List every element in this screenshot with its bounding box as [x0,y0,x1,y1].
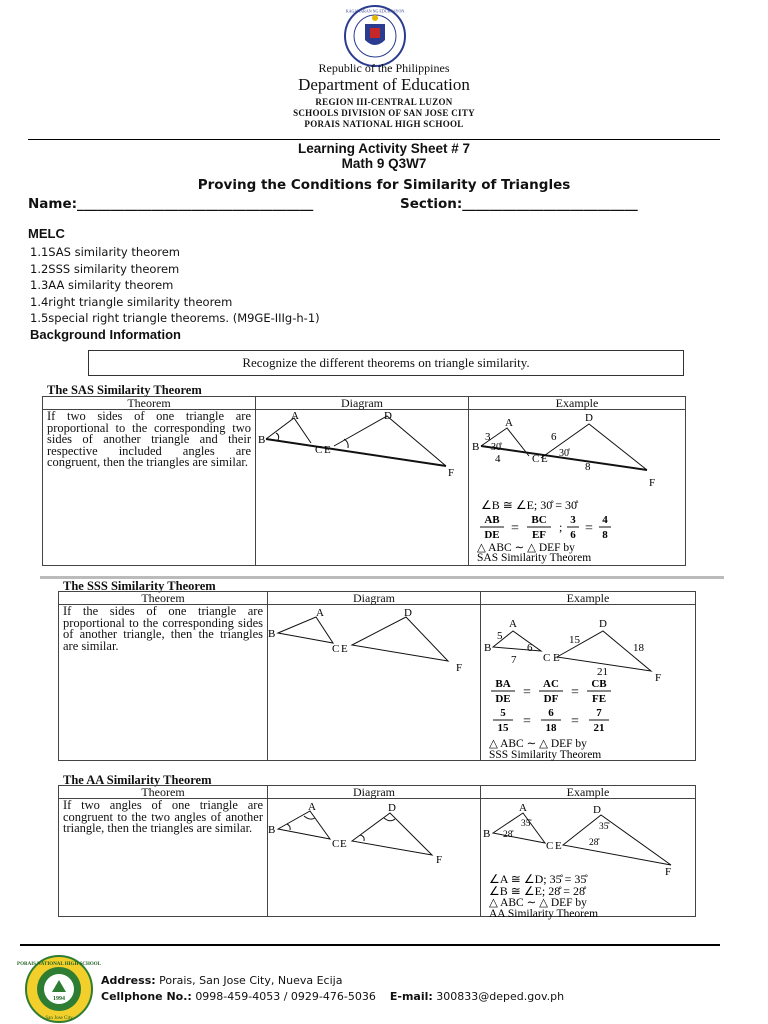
side-ac: 6 [527,642,533,654]
side-df: 18 [633,642,644,654]
frac-num: 4 [602,514,608,526]
equals-sign: = [523,714,531,729]
melc-item: 1.3AA similarity theorem [30,278,174,292]
side-ef: 8 [585,461,591,473]
frac-den: FE [591,693,607,705]
label-b: B [472,441,480,453]
address-label: Address: [101,974,156,987]
header-divider [28,139,720,140]
frac-num: 6 [548,707,554,719]
label-d: D [404,607,412,619]
label-e: E [541,453,548,465]
side-ab: 5 [497,630,503,642]
frac-num: 5 [500,707,506,719]
frac-num: BC [531,514,547,526]
equals-sign: = [511,521,519,536]
deped-seal [343,4,407,68]
aa-example-cell [481,799,696,920]
frac-num: AB [484,514,500,526]
label-a: A [316,607,324,619]
equals-sign: = [571,685,579,700]
label-c: C [543,652,551,664]
sss-example [481,605,695,761]
aa-diagram-cell [268,799,481,917]
label-a: A [308,801,316,813]
frac-num: 7 [596,707,602,719]
email-value[interactable]: 300833@deped.gov.ph [436,990,565,1003]
side-bc: 7 [511,654,517,666]
republic-line: Republic of the Philippines [318,61,450,75]
equals-sign: = [523,685,531,700]
label-b: B [483,828,491,840]
side-bc: 4 [495,453,501,465]
frac-den: 15 [497,722,509,734]
background-heading: Background Information [30,327,181,342]
label-c: C [532,453,540,465]
department-title: Department of Education [298,75,470,94]
label-d: D [593,804,601,816]
label-f: F [448,467,455,479]
label-b: B [484,642,492,654]
semicolon: ; [559,520,563,534]
sss-theorem-text: If the sides of one triangle are proportional to the corresponding sides of another triangle, then the triangles are similar. [59,605,268,761]
frac-den: DE [484,529,500,541]
sheet-title: Learning Activity Sheet # 7 [297,141,471,156]
sas-conclusion-2: SAS Similarity Theorem [477,552,592,564]
melc-item: 1.2SSS similarity theorem [30,262,180,276]
aa-table [58,785,696,920]
sas-table [42,396,686,566]
logo-year: 1994 [53,996,65,1002]
label-a: A [509,618,517,630]
angle-d: 35̊ [599,822,609,832]
melc-heading: MELC [28,226,65,241]
sss-diagram [268,605,480,755]
label-d: D [388,802,396,814]
name-field[interactable]: Name:___________________________________ [28,196,314,212]
angle-statement: ∠B ≅ ∠E; 30̊ = 30̊ [481,498,578,512]
label-d: D [384,410,392,422]
label-e: E [555,840,562,852]
label-c: C [332,643,340,655]
frac-den: 6 [570,529,576,541]
frac-den: 8 [602,529,608,541]
frac-den: 18 [545,722,557,734]
frac-num: BA [495,678,511,690]
sss-conclusion-2: SSS Similarity Theorem [489,749,602,761]
angle-a: 35̊ [521,819,531,829]
sas-example-cell [469,410,686,566]
label-c: C [332,838,340,850]
frac-num: 3 [570,514,576,526]
label-b: B [258,434,266,446]
label-c: C [315,444,323,456]
label-d: D [585,412,593,424]
col-theorem: Theorem [59,786,268,799]
frac-den: EF [531,529,547,541]
sss-diagram-cell [268,605,481,761]
col-diagram: Diagram [256,397,469,410]
angle-e: 30̊ [559,448,569,459]
col-theorem: Theorem [43,397,256,410]
sss-title: The SSS Similarity Theorem [63,579,216,593]
email-label: E-mail: [389,990,433,1003]
equals-sign: = [585,521,593,536]
frac-den: 21 [593,722,605,734]
sas-conclusion-1: △ ABC ∼ △ DEF by [477,542,575,554]
aa-example [481,799,695,920]
label-c: C [546,840,554,852]
angle-e: 28̊ [589,838,599,848]
sss-example-cell [481,605,696,761]
topic-title: Proving the Conditions for Similarity of Triangles [197,177,571,193]
label-f: F [649,477,656,489]
side-ab: 3 [485,431,491,443]
sss-conclusion-1: △ ABC ∼ △ DEF by [489,738,587,750]
sas-title: The SAS Similarity Theorem [47,383,202,397]
footer-divider [20,944,720,946]
equals-sign: = [571,714,579,729]
sas-diagram-cell [256,410,469,566]
school-logo [17,954,101,1024]
frac-num: AC [543,678,559,690]
melc-item: 1.4right triangle similarity theorem [30,295,233,309]
label-e: E [341,643,348,655]
label-a: A [505,417,513,429]
side-de: 6 [551,431,557,443]
angle-b: 28̊ [503,830,513,840]
frac-den: DF [543,693,559,705]
footer-address [101,974,342,987]
label-e: E [340,838,347,850]
label-f: F [436,854,443,866]
frac-num: CB [591,678,607,690]
label-a: A [291,410,299,422]
side-de: 15 [569,634,580,646]
footer-contact [101,990,564,1003]
col-theorem: Theorem [59,592,268,605]
logo-city: San Jose City [45,1016,73,1021]
melc-item: 1.5special right triangle theorems. (M9GE-IIIg-h-1) [30,311,320,325]
division-line: SCHOOLS DIVISION OF SAN JOSE CITY [293,108,475,118]
cellphone-value: 0998-459-4053 / 0929-476-5036 [195,990,376,1003]
aa-line-1: ∠A ≅ ∠D; 35̊ = 35̊ [489,872,587,886]
label-e: E [324,444,331,456]
sas-diagram [256,410,468,560]
logo-text: PORAIS NATIONAL HIGH SCHOOL [17,962,101,967]
region-line: REGION III-CENTRAL LUZON [315,97,453,107]
cellphone-label: Cellphone No.: [101,990,192,1003]
label-b: B [268,824,276,836]
label-f: F [665,866,672,878]
angle-b: 30̊ [491,442,501,453]
label-b: B [268,628,276,640]
aa-theorem-text: If two angles of one triangle are congruent to the two angles of another triangle, then the triangles are similar. [59,799,268,917]
sas-example [469,410,685,564]
col-example: Example [469,397,686,410]
subject-title: Math 9 Q3W7 [341,156,427,171]
label-d: D [599,618,607,630]
label-e: E [553,652,560,664]
col-diagram: Diagram [268,786,481,799]
aa-diagram [268,799,480,911]
col-example: Example [481,592,696,605]
aa-title: The AA Similarity Theorem [63,773,212,787]
aa-conclusion-1: △ ABC ∼ △ DEF by [489,897,587,909]
section-field[interactable]: Section:__________________________ [400,196,638,212]
side-ef: 21 [597,666,608,678]
melc-item: 1.1SAS similarity theorem [30,245,181,259]
sss-table [58,591,696,761]
label-a: A [519,802,527,814]
col-diagram: Diagram [268,592,481,605]
frac-den: DE [495,693,511,705]
label-f: F [456,662,463,674]
aa-line-2: ∠B ≅ ∠E; 28̊ = 28̊ [489,884,586,898]
sas-theorem-text: If two sides of one triangle are proportional to the corresponding two sides of another triangle and their respective included angles are congruent, then the triangles are similar. [43,410,256,566]
aa-conclusion-2: AA Similarity Theorem [489,908,599,920]
seal-text: KAGAWARAN NG EDUKASYON [345,8,405,14]
label-f: F [655,672,662,684]
school-line: PORAIS NATIONAL HIGH SCHOOL [304,119,464,129]
col-example: Example [481,786,696,799]
address-value: Porais, San Jose City, Nueva Ecija [159,974,343,987]
instruction-banner: Recognize the different theorems on triangle similarity. [88,350,684,376]
